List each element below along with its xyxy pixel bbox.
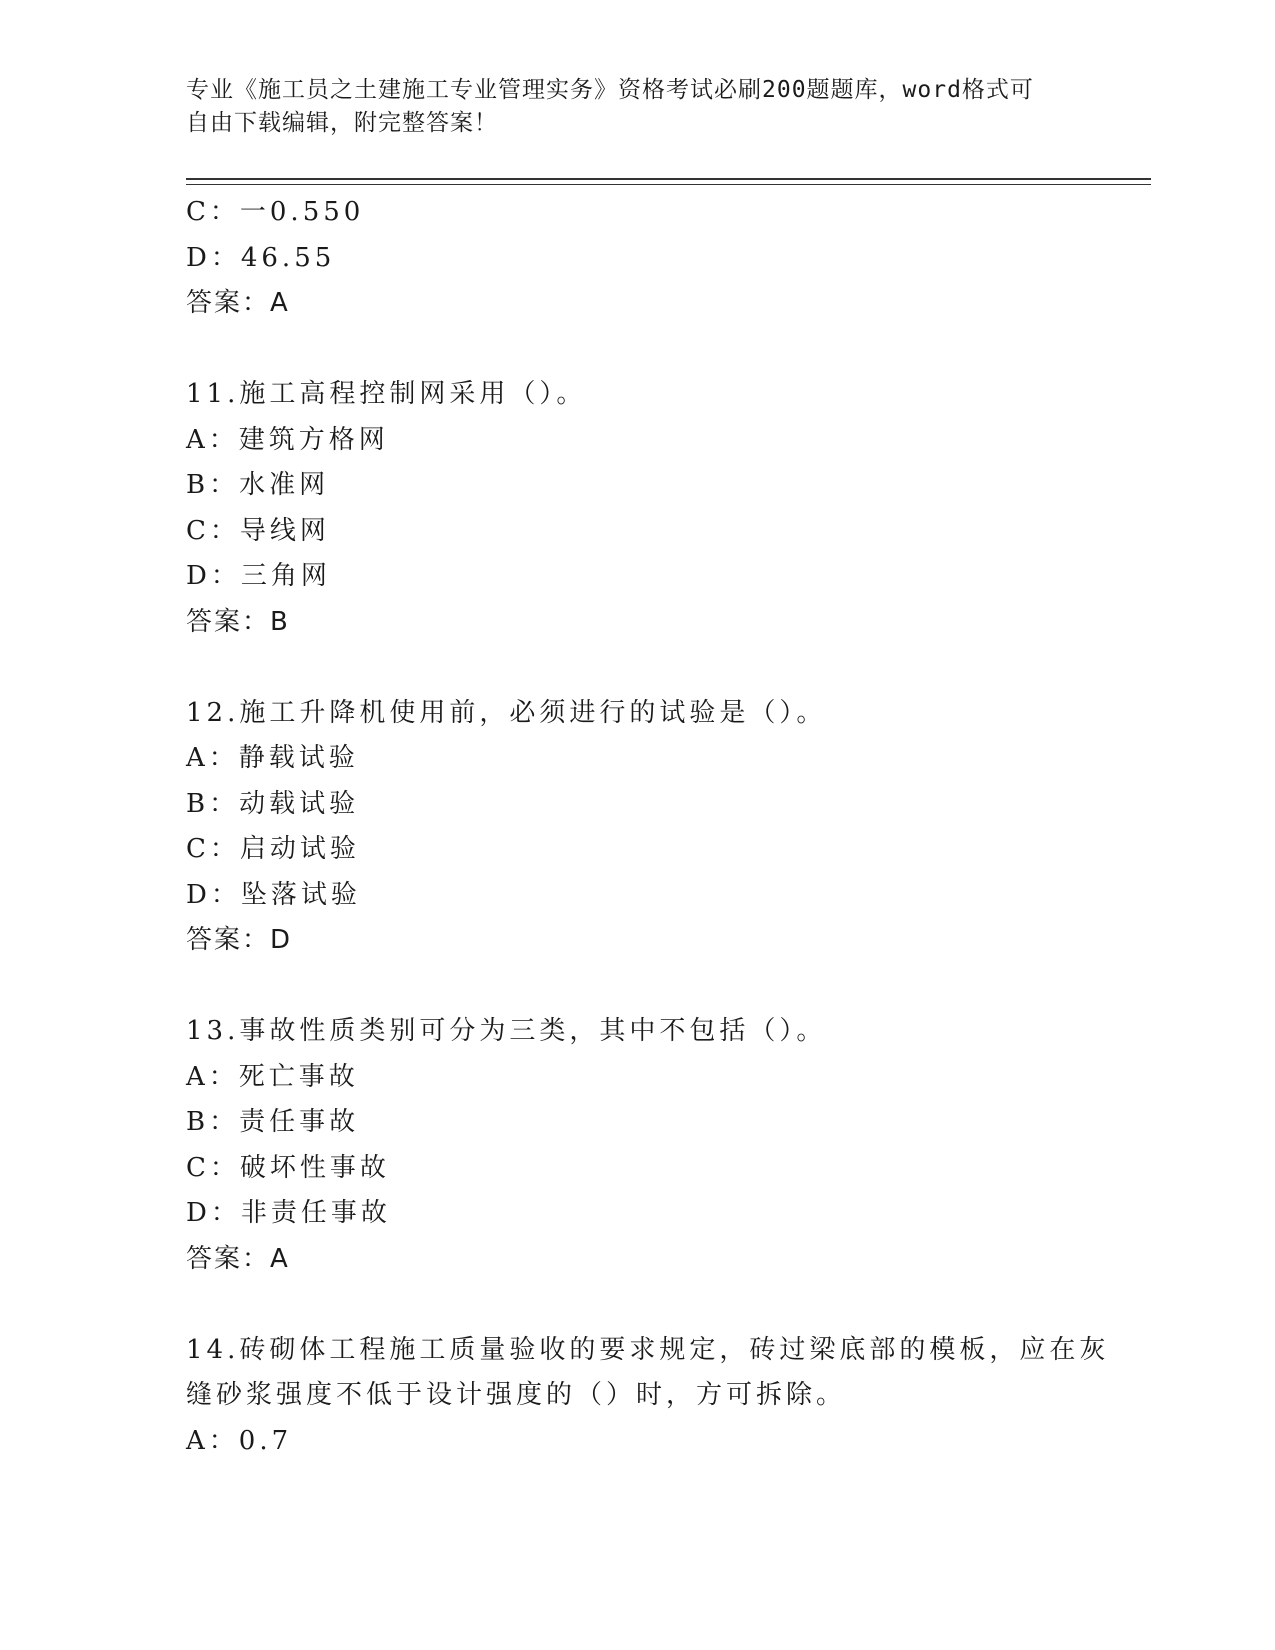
question-stem: 12.施工升降机使用前，必须进行的试验是（）。 [186, 697, 827, 728]
header-line-2: 自由下载编辑，附完整答案！ [186, 110, 498, 136]
answer: 答案：A [186, 1243, 290, 1274]
option-a: A：0.7 [186, 1425, 293, 1456]
answer: 答案：A [186, 288, 290, 318]
spacer [186, 1282, 1116, 1328]
option-d: D：三角网 [186, 561, 331, 591]
option-c: C：启动试验 [186, 834, 360, 864]
header-line-1: 专业《施工员之土建施工专业管理实务》资格考试必刷200题题库，word格式可 [186, 77, 1034, 103]
option-c: C：破坏性事故 [186, 1152, 390, 1183]
option-a: A：建筑方格网 [186, 424, 389, 455]
option-c: C：导线网 [186, 515, 330, 546]
spacer [186, 645, 1116, 691]
header-rule-thick [186, 178, 1151, 180]
option-d: D：坠落试验 [186, 879, 361, 910]
spacer [186, 327, 1116, 373]
question-stem-line-1: 14.砖砌体工程施工质量验收的要求规定，砖过梁底部的模板，应在灰 [186, 1334, 1110, 1365]
question-stem-line-2: 缝砂浆强度不低于设计强度的（）时，方可拆除。 [186, 1380, 847, 1410]
answer: 答案：D [186, 925, 293, 955]
option-c: C：一0.550 [186, 197, 365, 227]
option-d: D：非责任事故 [186, 1198, 391, 1228]
question-stem: 11.施工高程控制网采用（）。 [186, 379, 587, 409]
spacer [186, 964, 1116, 1010]
question-content [186, 190, 1116, 1464]
document-header [186, 74, 1086, 140]
answer: 答案：B [186, 606, 290, 637]
option-b: B：动载试验 [186, 788, 360, 819]
option-a: A：死亡事故 [186, 1061, 359, 1092]
option-a: A：静载试验 [186, 743, 359, 773]
option-b: B：水准网 [186, 470, 330, 500]
header-rule-thin [186, 184, 1151, 185]
question-stem: 13.事故性质类别可分为三类，其中不包括（）。 [186, 1016, 827, 1046]
option-d: D：46.55 [186, 242, 336, 273]
option-b: B：责任事故 [186, 1107, 360, 1137]
